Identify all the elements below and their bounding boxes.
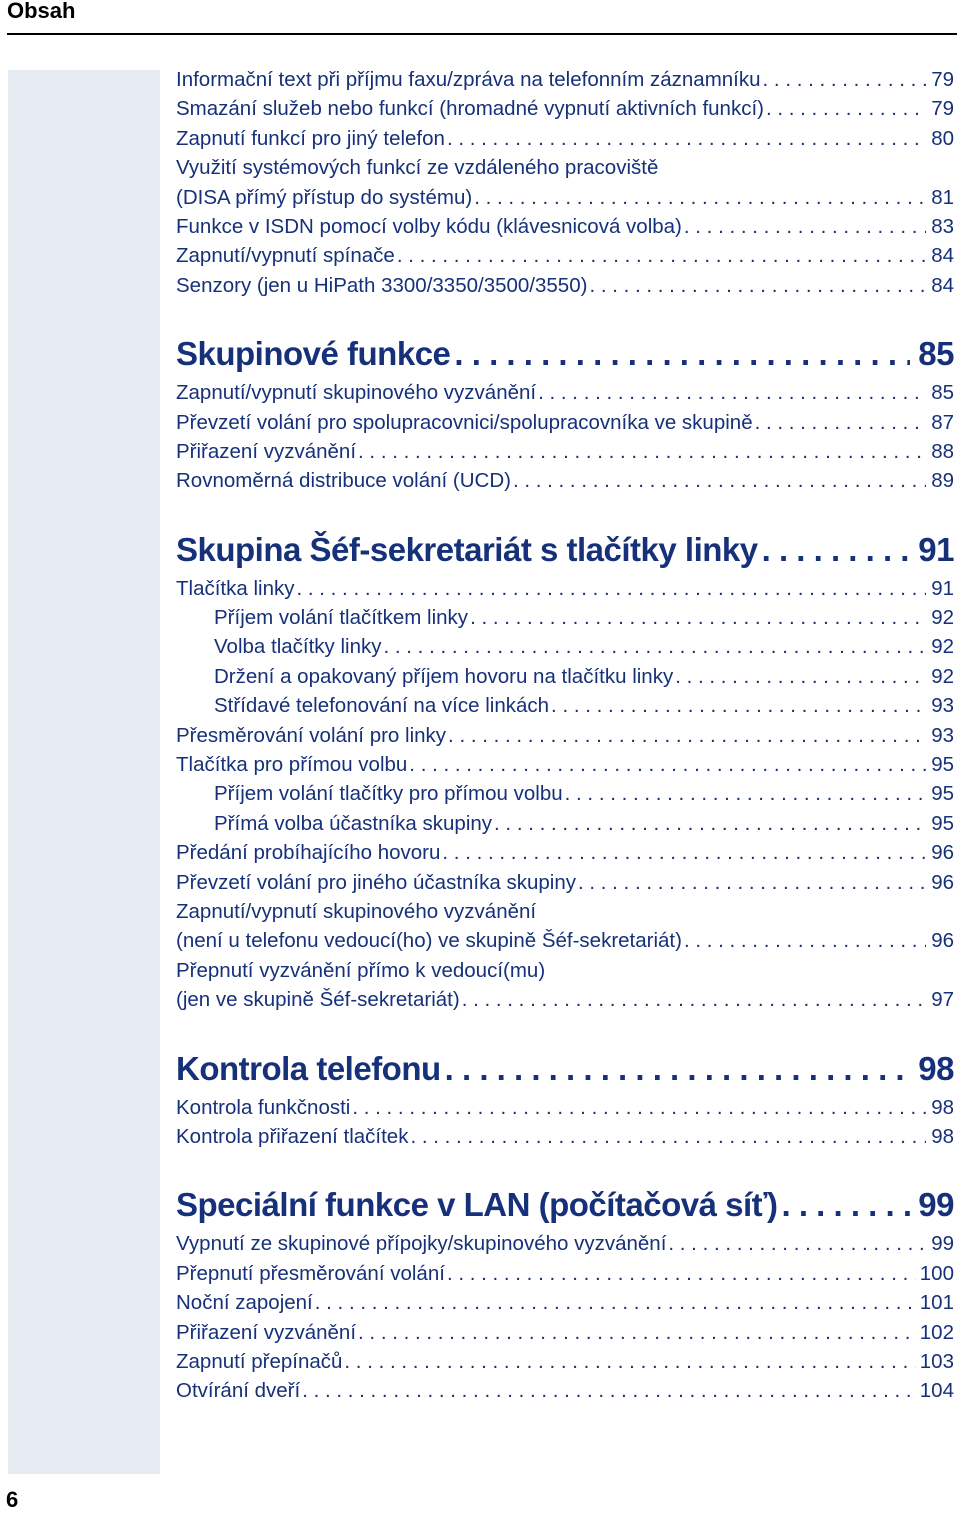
toc-entry[interactable] (176, 1288, 954, 1317)
sidebar-panel (8, 70, 160, 1474)
toc-entry-page: 89 (931, 469, 954, 493)
toc-entry[interactable] (176, 838, 954, 867)
dot-leader (315, 1288, 916, 1317)
toc-entry-title: Zapnutí funkcí pro jiný telefon (176, 126, 445, 150)
dot-leader (494, 809, 926, 838)
toc-entry-page: 93 (931, 723, 954, 747)
dot-leader (589, 271, 926, 300)
toc-entry-title: Zapnutí/vypnutí skupinového vyzvánění (176, 381, 537, 405)
toc-entry-page: 91 (931, 576, 954, 600)
dot-leader (447, 1259, 916, 1288)
chapter-title: Speciální funkce v LAN (počítačová síť) (176, 1186, 778, 1224)
toc-entry-page: 83 (931, 214, 954, 238)
dot-leader (474, 183, 926, 212)
toc-entry[interactable] (176, 868, 954, 897)
section-gap (176, 300, 954, 330)
dot-leader (397, 241, 926, 270)
dot-leader (296, 574, 926, 603)
toc-entry-title: Příjem volání tlačítkem linky (214, 606, 469, 630)
toc-entry-title: Kontrola funkčnosti (176, 1095, 351, 1119)
toc-entry-title: Převzetí volání pro jiného účastníka skupiny (176, 870, 576, 894)
toc-entry-page: 95 (931, 782, 954, 806)
toc-entry-page: 84 (931, 273, 954, 297)
toc-entry[interactable] (176, 603, 954, 632)
toc-entry-page: 80 (931, 126, 954, 150)
toc-entry-title: Funkce v ISDN pomocí volby kódu (klávesnicová volba) (176, 214, 682, 238)
dot-leader (762, 526, 911, 574)
toc-entry-title: Držení a opakovaný příjem hovoru na tlačítku linky (214, 664, 674, 688)
toc-entry-title: Zapnutí přepínačů (176, 1349, 343, 1373)
dot-leader (448, 721, 926, 750)
toc-entry[interactable] (176, 985, 954, 1014)
toc-entry[interactable] (176, 1376, 954, 1405)
toc-entry[interactable] (176, 1229, 954, 1258)
chapter-heading[interactable] (176, 330, 954, 378)
toc-entry[interactable] (176, 466, 954, 495)
dot-leader (384, 632, 927, 661)
toc-entry-title: Informační text při příjmu faxu/zpráva na telefonním záznamníku (176, 68, 761, 91)
toc-entry-title: (není u telefonu vedoucí(ho) ve skupině Šéf-sekretariát) (176, 929, 682, 953)
chapter-heading[interactable] (176, 1181, 954, 1229)
toc-entry-title: Tlačítka linky (176, 576, 295, 600)
section-gap (176, 1151, 954, 1181)
toc-entry-title: Přepnutí vyzvánění přímo k vedoucí(mu) (176, 958, 546, 982)
toc-entry-page: 96 (931, 841, 954, 865)
dot-leader (684, 212, 926, 241)
toc-entry-title: (DISA přímý přístup do systému) (176, 185, 473, 209)
toc-entry[interactable] (176, 632, 954, 661)
toc-entry-page: 92 (931, 664, 954, 688)
toc-entry-title: Noční zapojení (176, 1291, 313, 1315)
dot-leader (302, 1376, 916, 1405)
toc-entry-page: 92 (931, 606, 954, 630)
chapter-title: Skupinové funkce (176, 335, 451, 373)
toc-entry[interactable] (176, 153, 954, 182)
dot-leader (462, 985, 926, 1014)
page-number: 6 (6, 1487, 19, 1512)
toc-entry[interactable] (176, 1259, 954, 1288)
chapter-heading[interactable] (176, 1045, 954, 1093)
toc-entry-title: Volba tlačítky linky (214, 635, 382, 659)
toc-entry-page: 93 (931, 694, 954, 718)
dot-leader (684, 926, 926, 955)
toc-entry[interactable] (176, 691, 954, 720)
header-rule (7, 33, 957, 35)
chapter-heading[interactable] (176, 526, 954, 574)
toc-entry[interactable] (176, 721, 954, 750)
dot-leader (565, 779, 926, 808)
toc-entry-page: 100 (919, 1261, 954, 1285)
dot-leader (781, 1181, 910, 1229)
chapter-page: 91 (918, 530, 954, 568)
toc-entry-page: 88 (931, 439, 954, 463)
table-of-contents (176, 65, 954, 1406)
dot-leader (470, 603, 926, 632)
toc-entry-page: 103 (919, 1349, 954, 1373)
toc-entry-title: Přímá volba účastníka skupiny (214, 811, 493, 835)
dot-leader (513, 466, 926, 495)
toc-entry-page: 98 (931, 1095, 954, 1119)
toc-entry[interactable] (176, 897, 954, 926)
chapter-page: 99 (918, 1186, 954, 1224)
dot-leader (409, 750, 926, 779)
toc-entry-title: Přiřazení vyzvánění (176, 439, 357, 463)
dot-leader (668, 1229, 926, 1258)
toc-entry-page: 95 (931, 811, 954, 835)
toc-entry-page: 79 (931, 97, 954, 121)
chapter-title: Kontrola telefonu (176, 1049, 441, 1087)
toc-entry-title: Příjem volání tlačítky pro přímou volbu (214, 782, 563, 806)
toc-entry-page: 98 (931, 1124, 954, 1148)
toc-entry-title: Přiřazení vyzvánění (176, 1320, 357, 1344)
toc-entry-title: Kontrola přiřazení tlačítek (176, 1124, 409, 1148)
toc-entry[interactable] (176, 1347, 954, 1376)
toc-entry-title: Střídavé telefonování na více linkách (214, 694, 550, 718)
dot-leader (766, 94, 926, 123)
toc-entry-page: 87 (931, 410, 954, 434)
toc-entry-title: Zapnutí/vypnutí spínače (176, 244, 395, 268)
dot-leader (578, 868, 926, 897)
toc-entry-page: 81 (931, 185, 954, 209)
dot-leader (675, 662, 926, 691)
toc-entry-title: Přepnutí přesměrování volání (176, 1261, 445, 1285)
toc-entry-title: Smazání služeb nebo funkcí (hromadné vypnutí aktivních funkcí) (176, 97, 764, 121)
toc-entry[interactable] (176, 750, 954, 779)
toc-entry[interactable] (176, 779, 954, 808)
dot-leader (410, 1122, 926, 1151)
toc-entry[interactable] (176, 183, 954, 212)
toc-entry-page: 99 (931, 1232, 954, 1256)
toc-entry[interactable] (176, 378, 954, 407)
dot-leader (358, 437, 926, 466)
toc-entry[interactable] (176, 1093, 954, 1122)
toc-entry[interactable] (176, 408, 954, 437)
chapter-page: 85 (918, 335, 954, 373)
toc-entry[interactable] (176, 271, 954, 300)
toc-entry[interactable] (176, 574, 954, 603)
toc-entry[interactable] (176, 956, 954, 985)
toc-entry-page: 85 (931, 381, 954, 405)
dot-leader (352, 1093, 926, 1122)
toc-entry[interactable] (176, 212, 954, 241)
toc-entry-page: 96 (931, 929, 954, 953)
toc-entry[interactable] (176, 809, 954, 838)
toc-entry[interactable] (176, 1318, 954, 1347)
toc-entry-title: Vypnutí ze skupinové přípojky/skupinového vyzvánění (176, 1232, 667, 1256)
toc-entry-page: 97 (931, 988, 954, 1012)
toc-entry-title: Převzetí volání pro spolupracovnici/spolupracovníka ve skupině (176, 410, 753, 434)
page-header-title: Obsah (7, 0, 76, 23)
toc-entry-title: Předání probíhajícího hovoru (176, 841, 441, 865)
chapter-page: 98 (918, 1049, 954, 1087)
dot-leader (358, 1318, 916, 1347)
toc-entry-page: 92 (931, 635, 954, 659)
toc-entry[interactable] (176, 437, 954, 466)
dot-leader (763, 65, 926, 94)
toc-entry[interactable] (176, 926, 954, 955)
dot-leader (344, 1347, 915, 1376)
dot-leader (538, 378, 926, 407)
toc-entry[interactable] (176, 241, 954, 270)
dot-leader (755, 408, 926, 437)
toc-entry[interactable] (176, 662, 954, 691)
toc-entry-title: Otvírání dveří (176, 1379, 301, 1403)
toc-entry-page: 84 (931, 244, 954, 268)
dot-leader (454, 330, 910, 378)
toc-entry-title: Zapnutí/vypnutí skupinového vyzvánění (176, 899, 537, 923)
toc-entry-title: Využití systémových funkcí ze vzdáleného pracoviště (176, 156, 659, 180)
toc-entry-page: 79 (931, 68, 954, 91)
chapter-title: Skupina Šéf-sekretariát s tlačítky linky (176, 530, 758, 568)
toc-entry[interactable] (176, 65, 954, 94)
toc-entry-title: Tlačítka pro přímou volbu (176, 753, 408, 777)
toc-entry-title: (jen ve skupině Šéf-sekretariát) (176, 988, 460, 1012)
toc-entry-title: Rovnoměrná distribuce volání (UCD) (176, 469, 511, 493)
toc-entry-title: Senzory (jen u HiPath 3300/3350/3500/3550) (176, 273, 588, 297)
toc-entry-page: 102 (919, 1320, 954, 1344)
toc-entry[interactable] (176, 1122, 954, 1151)
toc-entry[interactable] (176, 94, 954, 123)
toc-entry-page: 96 (931, 870, 954, 894)
toc-entry[interactable] (176, 124, 954, 153)
toc-entry-page: 101 (919, 1291, 954, 1315)
dot-leader (445, 1045, 911, 1093)
dot-leader (447, 124, 926, 153)
section-gap (176, 1015, 954, 1045)
toc-entry-page: 95 (931, 753, 954, 777)
toc-entry-page: 104 (919, 1379, 954, 1403)
section-gap (176, 496, 954, 526)
dot-leader (551, 691, 926, 720)
dot-leader (442, 838, 926, 867)
toc-entry-title: Přesměrování volání pro linky (176, 723, 447, 747)
